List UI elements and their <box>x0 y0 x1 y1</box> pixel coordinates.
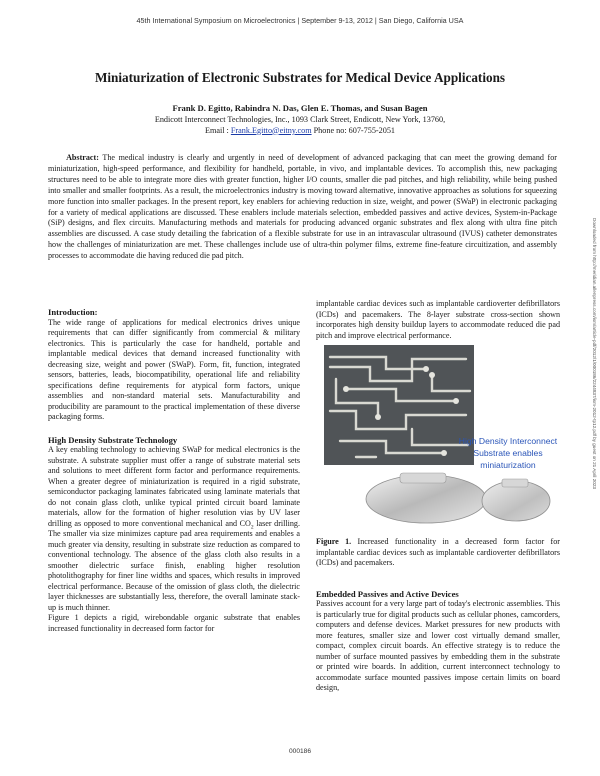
hds-paragraph-2: Figure 1 depicts a rigid, wirebondable organic substrate that enables increased functionality in decreased form factor for <box>48 613 300 633</box>
abstract-label: Abstract: <box>66 153 99 162</box>
hds-text-1: A key enabling technology to achieving SWaP for medical electronics is the substrate. A substrate supplier must offer a range of substrate material sets and solutions to meet different form factor and performance requirements. When a greater degree of miniaturization is required in a rigid substrate, semiconductor packaging laminates fabricated using laminate materials that do not conain glass cloth, unlike typical printed circuit board laminate materials, allow for the formation of higher resolution vias by UV laser drilling as opposed to more conventional mechanical and CO <box>48 445 300 528</box>
contact-line <box>20 126 580 137</box>
figure-caption-label: Figure 1. <box>316 537 352 546</box>
author-list: Frank D. Egitto, Rabindra N. Das, Glen E. Thomas, and Susan Bagen <box>172 103 428 113</box>
left-column <box>48 307 300 634</box>
figure-1 <box>316 345 560 529</box>
intro-paragraph: The wide range of applications for medical electronics drives unique requirements that can differ significantly from commercial & military electronics. This is particularly the case for handheld, portable and implantable medical devices that demand increased functionality with decreasing size, weight and power (SWaP). Form, fit, function, integrated sensors, batteries, leads, biocompatibility, operational life and reliability specifications define requirements for atypical form factors, unique assemblies and non-standard material sets. Manufacturability and producibility are paramount to the practical implementation of these diverse packaging forms. <box>48 317 300 421</box>
running-header: 45th International Symposium on Microelectronics | September 9-13, 2012 | San Diego, California USA <box>136 16 464 25</box>
ep-paragraph: Passives account for a very large part of today's electronic assemblies. This is particularly true for digital products such as cellular phones, camcorders, computers and defense devices. Market pressures for new products with more features, smaller size and lower cost virtually demand smaller, compact, complex circuit boards. An effective strategy is to reduce the number of surface mounted passives by embedding them in the substrate or printed wire boards. In addition, current interconnect technology to accommodate surface mounted passives impose certain limits on board design, <box>316 599 560 693</box>
hds-text-2: laser drilling. The smaller via size minimizes capture pad area requirements and enables a much greater via density, resulting in substrate size reduction as compared to conventional technology. The absence of the glass cloth also results in a smoother dielectric surface finish, enabling higher resolution photolithography for finer line widths and spaces, which results in improved electrical performance. Because of the omission of glass cloth, the dielectric layer thicknesses are substantially less, therefore, the overall laminate stack-up is much thinner. <box>48 518 300 612</box>
intro-heading: Introduction: <box>48 307 98 317</box>
phone-number: Phone no: 607-755-2051 <box>313 125 396 135</box>
page-number: 000186 <box>288 748 311 755</box>
abstract <box>48 153 557 262</box>
download-note: Downloaded from http://meridian.allenpress.com/ism/article-pdf/2012/1/000186/2244837/ism-2012-tp12.pdf by guest on 21 April 2023 <box>592 218 597 489</box>
hds-paragraph <box>48 445 300 613</box>
abstract-text: The medical industry is clearly and urgently in need of development of advanced packaging that can meet the growing demand for miniaturization, high-speed performance, and flexibility for handheld, portable, in vivo, and implantable devices. To accomplish this, new packaging structures need to be able to integrate more dies with greater function, higher I/O counts, smaller die pad pitches, and high reliability, while being pushed into smaller and smaller footprints. As a result, the microelectronics industry is moving toward alternative, innovative approaches as solutions for squeezing more function into smaller packages. In the present report, key enablers for achieving reduction in size, weight, and power (SWaP) in electronic packaging for a variety of medical applications are discussed. These enablers include materials selection, embedded passives and active devices, System-in-Package (SiP) designs, and flex circuits. Manufacturing methods and materials for producing advanced organic substrates and flex along with ultra fine pitch assemblies are discussed. A case study detailing the fabrication of a flexible substrate for use in an intravascular ultrasound (IVUS) catheter demonstrates how the challenges of miniaturization are met. These challenges include use of ultra-thin polymer films, extreme fine-feature circuitization, and assembly processes to accommodate die having reduced die pad pitch. <box>48 153 557 261</box>
hds-subscript: 2 <box>250 524 254 531</box>
paper-title: Miniaturization of Electronic Substrates for Medical Device Applications <box>94 70 506 85</box>
figure-caption-text: Increased functionality in a decreased form factor for implantable cardiac devices such as implantable cardioverter defibrillators (ICDs) and pacemakers. <box>316 537 560 567</box>
email-prefix: Email : <box>204 125 229 135</box>
affiliation-block <box>20 115 580 136</box>
email-link[interactable]: Frank.Egitto@eitny.com <box>230 125 312 135</box>
figure-label: High Density Interconnect Substrate enables miniaturization <box>458 436 558 470</box>
affiliation: Endicott Interconnect Technologies, Inc., 1093 Clark Street, Endicott, New York, 13760, <box>154 115 446 124</box>
ep-heading: Embedded Passives and Active Devices <box>316 588 459 599</box>
right-column <box>316 299 560 694</box>
figure-caption <box>316 537 560 569</box>
download-sidebar <box>589 218 597 489</box>
hds-heading: High Density Substrate Technology <box>48 434 178 445</box>
right-paragraph: implantable cardiac devices such as implantable cardioverter defibrillators (ICDs) and pacemakers. The 8-layer substrate cross-section shown incorporates high density buildup layers to accommodate reduced die pad pitch and improve electrical performance. <box>316 299 560 340</box>
